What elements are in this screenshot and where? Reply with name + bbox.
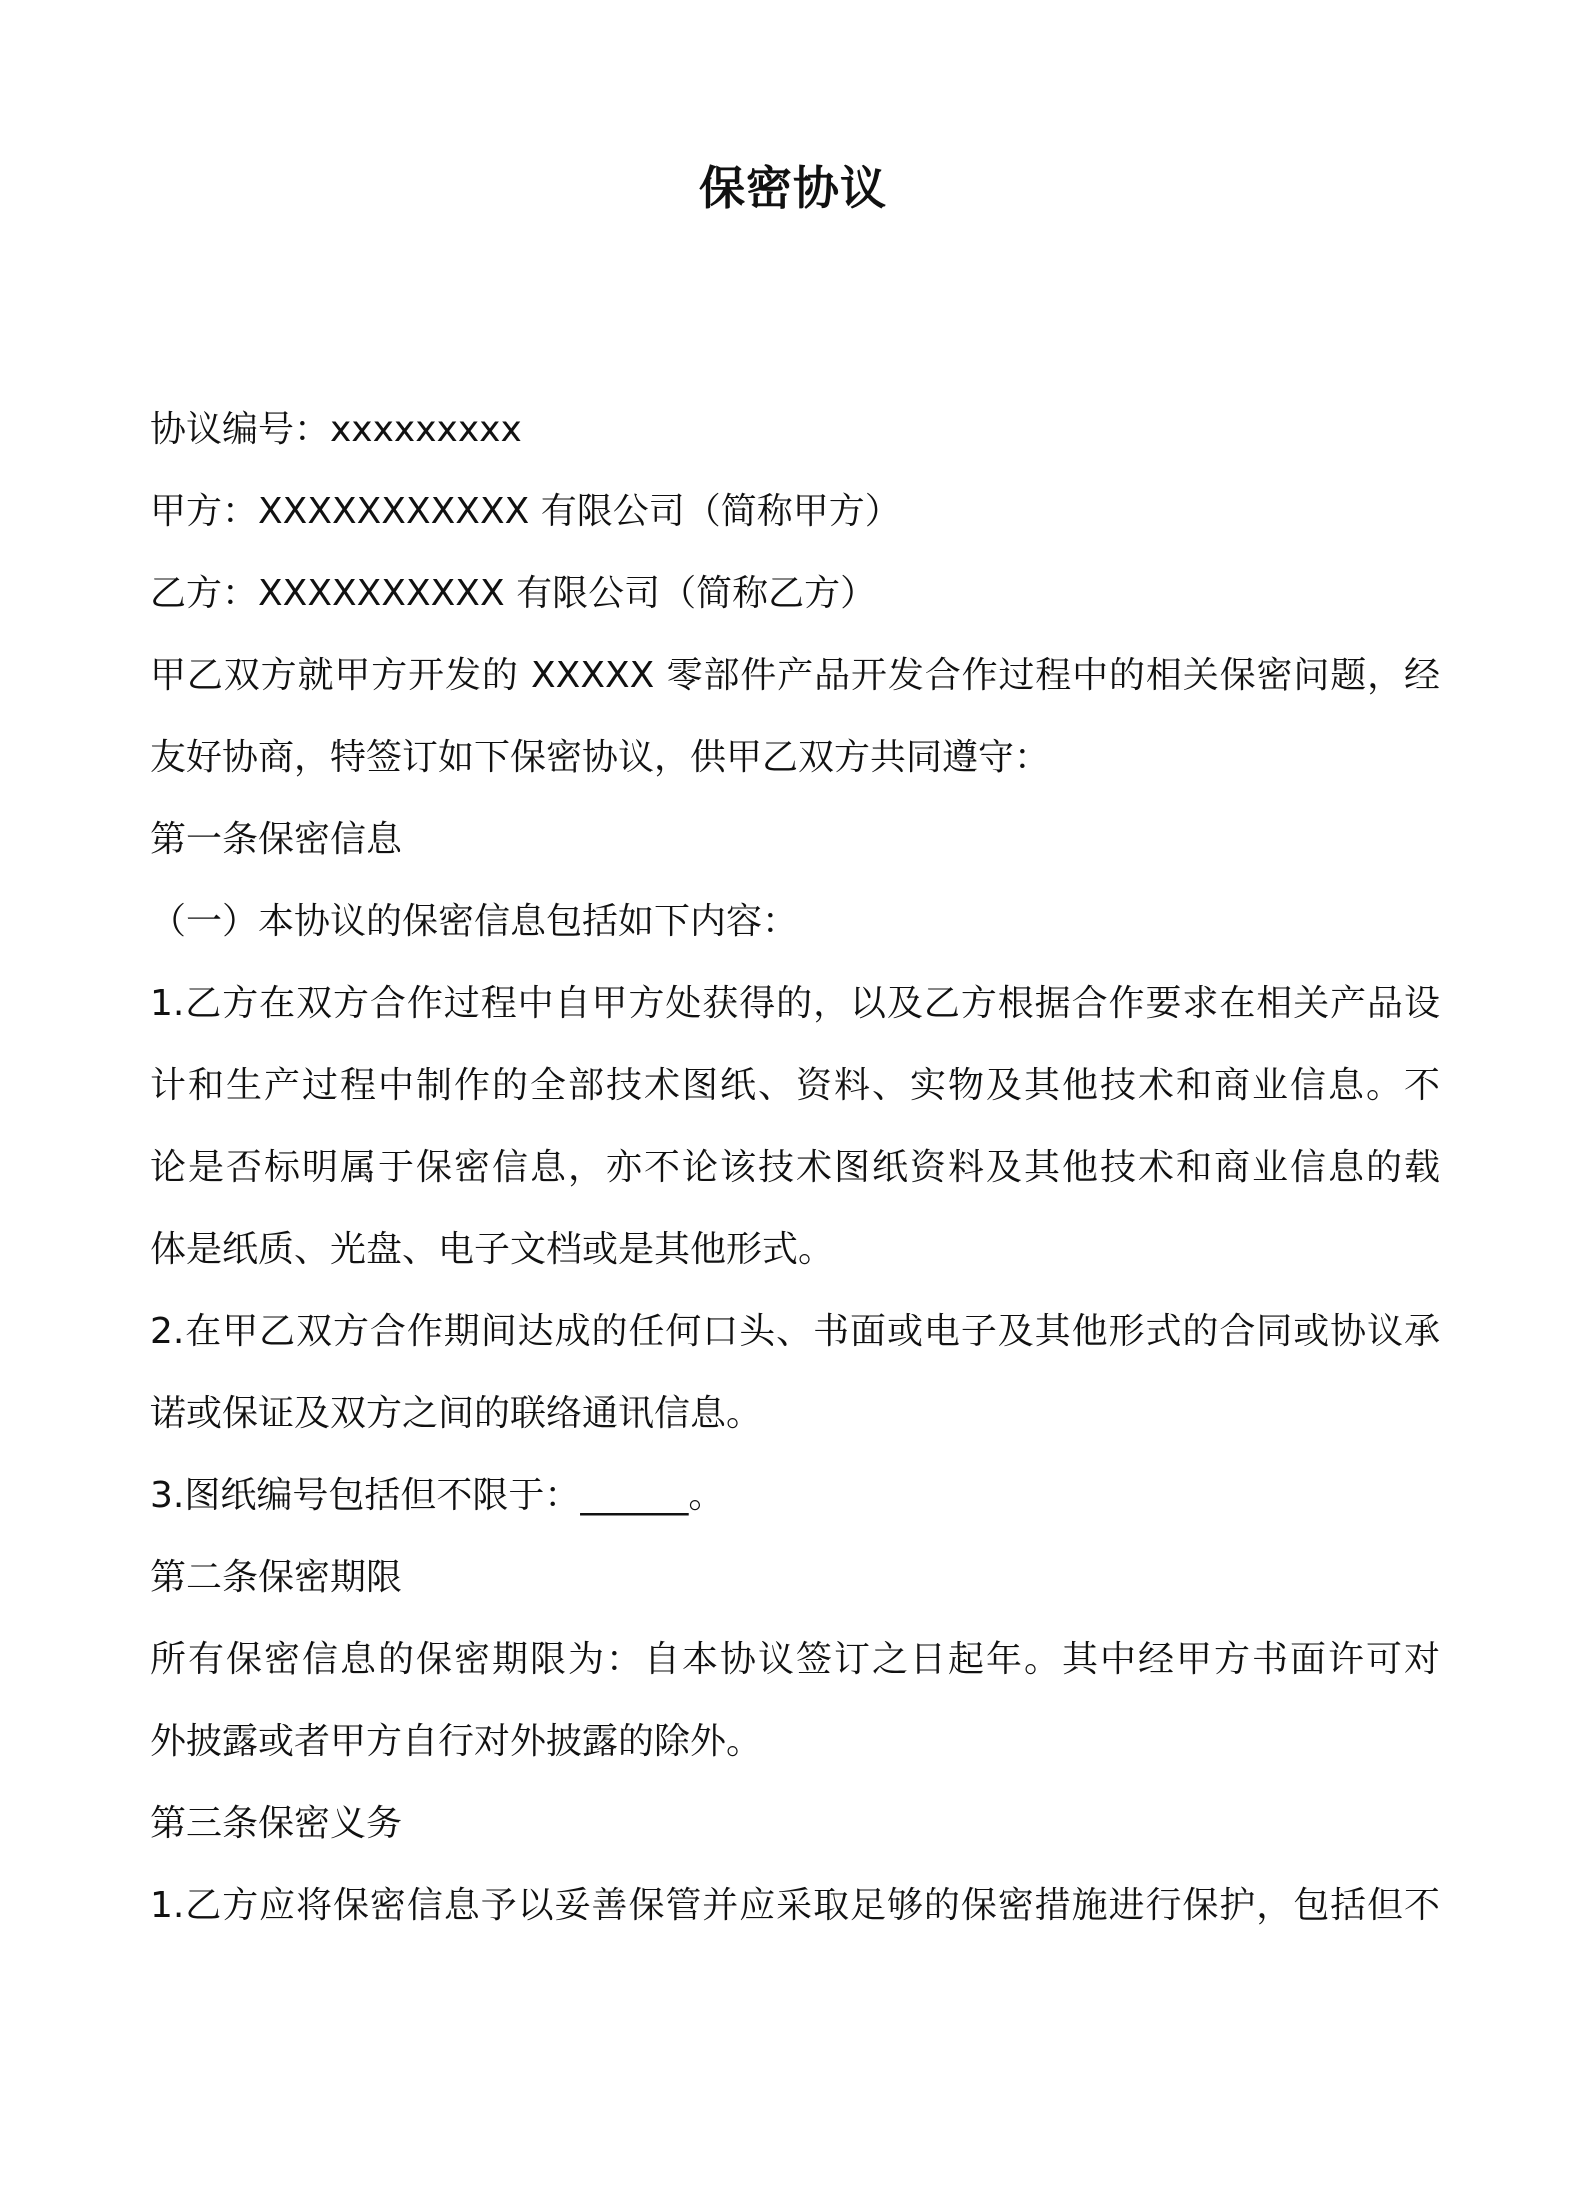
clause-1-1-line-3: 论是否标明属于保密信息，亦不论该技术图纸资料及其他技术和商业信息的载 (150, 1147, 1440, 1188)
party-a: 甲方：XXXXXXXXXXX 有限公司（简称甲方） (150, 491, 901, 532)
clause-1-2-line-1: 2.在甲乙双方合作期间达成的任何口头、书面或电子及其他形式的合同或协议承 (150, 1311, 1440, 1352)
clause-1-2-line-2: 诺或保证及双方之间的联络通讯信息。 (150, 1393, 763, 1434)
article-2-heading: 第二条保密期限 (150, 1557, 403, 1598)
clause-1-1-line-1: 1.乙方在双方合作过程中自甲方处获得的，以及乙方根据合作要求在相关产品设 (150, 983, 1440, 1024)
preamble-line-1: 甲乙双方就甲方开发的 XXXXX 零部件产品开发合作过程中的相关保密问题，经 (150, 655, 1440, 696)
agreement-number: 协议编号：xxxxxxxxx (150, 409, 522, 450)
article-1-subheading: （一）本协议的保密信息包括如下内容： (150, 901, 799, 942)
preamble-line-2: 友好协商，特签订如下保密协议，供甲乙双方共同遵守： (150, 737, 1051, 778)
document-title: 保密协议 (699, 161, 887, 215)
clause-1-3: 3.图纸编号包括但不限于：______。 (150, 1475, 725, 1516)
article-3-heading: 第三条保密义务 (150, 1803, 403, 1844)
article-2-line-2: 外披露或者甲方自行对外披露的除外。 (150, 1721, 763, 1762)
article-1-heading: 第一条保密信息 (150, 819, 403, 860)
clause-3-1-line-1: 1.乙方应将保密信息予以妥善保管并应采取足够的保密措施进行保护，包括但不 (150, 1885, 1440, 1926)
article-2-line-1: 所有保密信息的保密期限为：自本协议签订之日起年。其中经甲方书面许可对 (150, 1639, 1440, 1680)
clause-1-1-line-2: 计和生产过程中制作的全部技术图纸、资料、实物及其他技术和商业信息。不 (150, 1065, 1440, 1106)
party-b: 乙方：XXXXXXXXXX 有限公司（简称乙方） (150, 573, 877, 614)
clause-1-1-line-4: 体是纸质、光盘、电子文档或是其他形式。 (150, 1229, 835, 1270)
